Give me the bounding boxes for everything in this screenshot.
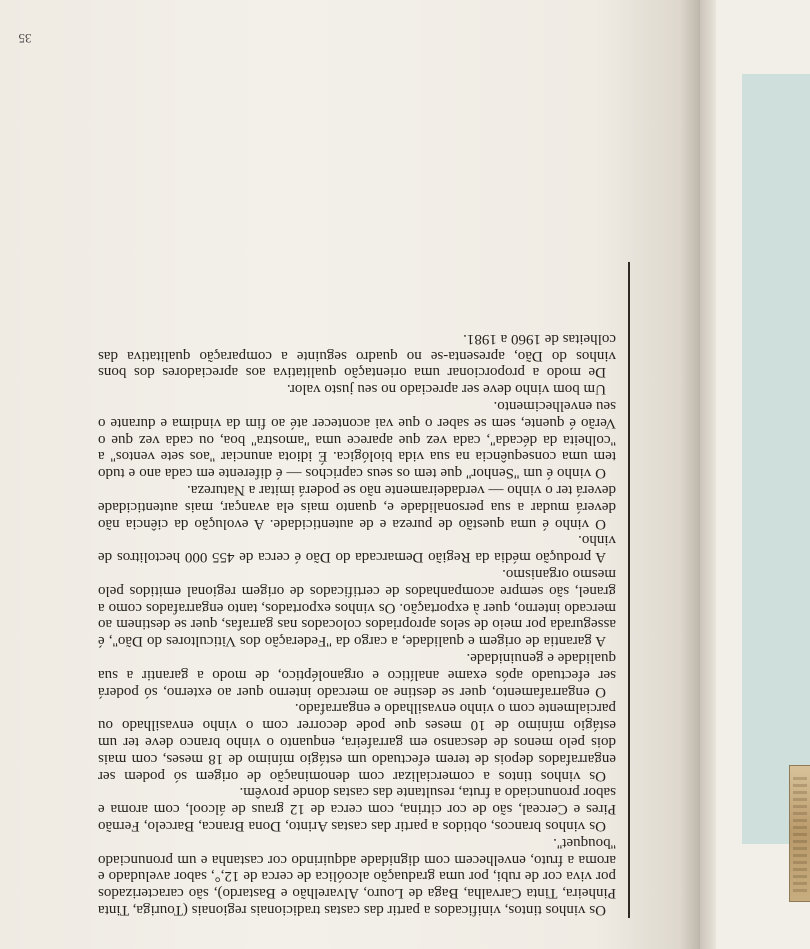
paragraph: A produção média da Região Demarcada do Dão é cerca de 455 000 hectolitros de vinho. <box>98 532 616 566</box>
paragraph: Um bom vinho deve ser apreciado no seu justo valor. <box>286 381 606 398</box>
paragraph: Os vinhos tintos, vinificados a partir das castas tradicionais regionais (Touriga, Tinta Pinheira, Tinta Carvalha, Baga de Louro, Alvarelhão e Bastardo), são caracterizados por viva cor de rubi, por uma graduação alcoólica de cerca de 12,°, sabor aveludado e aroma a fruto, envelhecem com dignidade adquirindo cor castanha e um pronunciado ''bouquet''. <box>98 834 616 918</box>
paragraph: O vinho é uma questão de pureza e de autenticidade. A evolução da ciência não deverá mudar a sua personalidade e, quanto mais ela avançar, mais autenticidade deverá ter o vinho — verdadeiramente não se poderá imitar a Natureza. <box>98 482 616 532</box>
margin-rule <box>628 262 630 918</box>
book-gutter <box>680 0 716 949</box>
paragraph: Os vinhos brancos, obtidos a partir das castas Arinto, Dona Branca, Barcelo, Fernão Pires e Cerceal, são de cor citrina, com cerca de 12 graus de álcool, com aroma e sabor pronunciado a fruta, resultante das castas donde provêm. <box>98 784 616 835</box>
page-number: 35 <box>18 31 32 46</box>
photo-thumbnail <box>789 765 810 902</box>
paragraph: O engarrafamento, quer se destine ao mercado interno quer ao externo, só poderá ser efectuado após exame analítico e organoléptico, de modo a garantir a sua qualidade e genuinidade. <box>98 650 616 700</box>
paragraph: O vinho é um ''Senhor'' que tem os seus caprichos — é diferente em cada ano e tudo tem uma consequência na sua vida biológica. É idiota anunciar ''aos sete ventos'' a ''colheita da década'', cada vez que aparece uma ''amostra'' boa, ou cada vez que o Verão é quente, sem se saber o que vai acontecer até ao fim da vindima e durante o seu envelhecimento. <box>98 398 616 482</box>
article-body <box>98 330 616 918</box>
article-frame <box>95 262 630 918</box>
decorative-band <box>742 74 810 844</box>
paragraph: A garantia de origem e qualidade, a cargo da ''Federação dos Viticultores do Dão'', é assegurada por meio de selos apropriados colocados nas garrafas, quer se destinem ao mercado interno, quer à exportação. Os vinhos exportados, tanto engarrafados como a granel, são sempre acompanhados de certificados de origem regional emitidos pelo mesmo organismo. <box>98 566 616 650</box>
paragraph: Os vinhos tintos a comercializar com denominação de origem só podem ser engarrafados depois de terem efectuado um estágio mínimo de 18 meses, com mais dois pelo menos de descanso em garrafeira, enquanto o vinho branco deve ter um estágio mínimo de 10 meses que pode decorrer com o vinho envasilhado ou parcialmente com o vinho envasilhado e engarrafado. <box>98 700 616 784</box>
paragraph: De modo a proporcionar uma orientação qualitativa aos apreciadores dos bons vinhos do Dão, apresenta-se no quadro seguinte a comparação qualitativa das colheitas de 1960 a 1981. <box>98 330 616 381</box>
